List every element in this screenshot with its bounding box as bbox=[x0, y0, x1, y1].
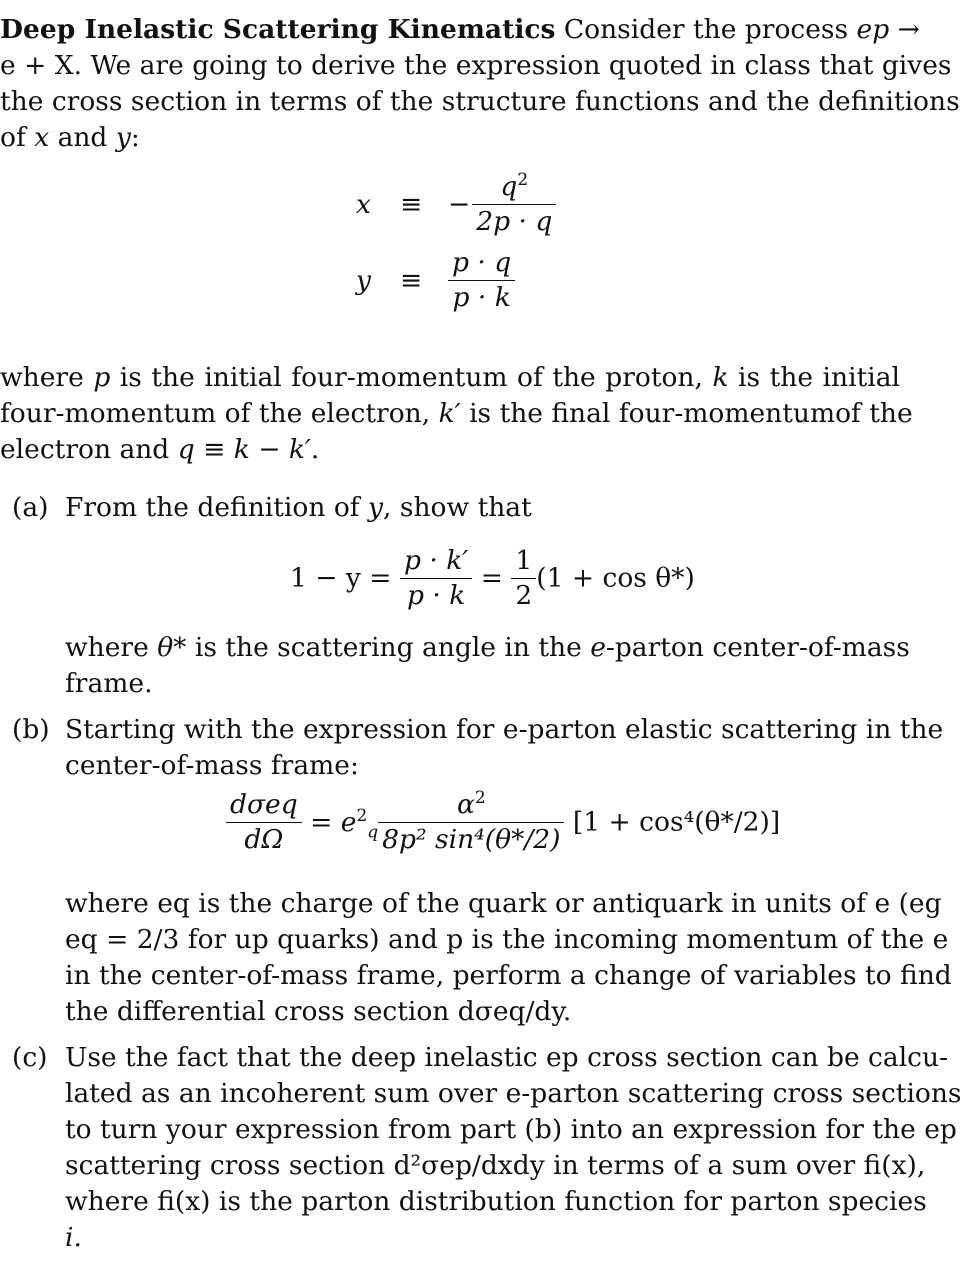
part-c-line-6: i. bbox=[65, 1222, 82, 1253]
where-line-1: where p is the initial four-momentum of the proton, k is the initial bbox=[0, 362, 900, 393]
intro-line-1: Deep Inelastic Scattering Kinematics Consider the process ep → bbox=[0, 14, 920, 45]
part-a-eq-rhs: (1 + cos θ*) bbox=[536, 562, 695, 594]
part-b-eq-charge: = $e^2_q$ bbox=[310, 805, 379, 842]
part-b-where-line-4: the differential cross section dσeq/dy. bbox=[65, 996, 572, 1027]
where-paragraph bbox=[0, 360, 913, 468]
part-b-eq-rhs-fraction: $\frac{\alpha^2}{\text{8p² sin⁴(θ*/2)}}$ bbox=[378, 788, 564, 857]
y-lhs: y bbox=[356, 264, 371, 296]
problem-title: Deep Inelastic Scattering Kinematics bbox=[0, 14, 556, 45]
part-a-eq-half: $\frac{1}{2}$ bbox=[511, 544, 536, 613]
part-c-line-2: lated as an incoherent sum over e-parton scattering cross sections bbox=[65, 1078, 962, 1109]
intro-paragraph bbox=[0, 12, 960, 156]
part-a-where-line-1: where θ* is the scattering angle in the e-parton center-of-mass bbox=[65, 632, 910, 663]
part-b-where-line-1: where eq is the charge of the quark or antiquark in units of e (eg bbox=[65, 888, 942, 919]
part-c-line-3: to turn your expression from part (b) into an expression for the ep bbox=[65, 1114, 957, 1145]
y-fraction: $\frac{p \cdot q}{p \cdot k}$ bbox=[448, 246, 515, 315]
part-b-where-line-2: eq = 2/3 for up quarks) and p is the incoming momentum of the e bbox=[65, 924, 949, 955]
x-minus: − bbox=[448, 188, 471, 220]
x-lhs: x bbox=[356, 188, 371, 220]
part-a-where-line-2: frame. bbox=[65, 668, 153, 699]
part-b-line-2: center-of-mass frame: bbox=[65, 750, 359, 781]
where-line-2: four-momentum of the electron, k′ is the final four-momentumof the bbox=[0, 398, 913, 429]
x-equiv: ≡ bbox=[400, 188, 423, 220]
part-a-eq-equals: = bbox=[480, 562, 503, 594]
intro-line-3: the cross section in terms of the structure functions and the definitions bbox=[0, 86, 960, 117]
part-a-equation bbox=[290, 544, 695, 613]
part-c-line-1: Use the fact that the deep inelastic ep cross section can be calcu- bbox=[65, 1042, 949, 1073]
part-a-eq-lhs: 1 − y = bbox=[290, 562, 392, 594]
part-c-label: (c) bbox=[12, 1042, 48, 1073]
part-b-label: (b) bbox=[12, 714, 50, 745]
part-a-label: (a) bbox=[12, 492, 49, 523]
intro-line-2: e + X. We are going to derive the expression quoted in class that gives bbox=[0, 50, 952, 81]
part-b-equation bbox=[226, 788, 780, 857]
part-b-where-line-3: in the center-of-mass frame, perform a change of variables to find bbox=[65, 960, 952, 991]
intro-line-4: of x and y: bbox=[0, 122, 140, 153]
where-line-3: electron and q ≡ k − k′. bbox=[0, 434, 320, 465]
part-a-text: From the definition of y, show that bbox=[65, 492, 532, 523]
x-definition bbox=[356, 170, 556, 239]
part-b-eq-lhs-fraction: $\frac{\text{dσeq}}{d\Omega}$ bbox=[226, 788, 302, 857]
part-b-line-1: Starting with the expression for e-parton elastic scattering in the bbox=[65, 714, 944, 745]
y-equiv: ≡ bbox=[400, 264, 423, 296]
part-c-line-5: where fi(x) is the parton distribution function for parton species bbox=[65, 1186, 927, 1217]
part-a-eq-fraction: $\frac{p \cdot k'}{p \cdot k}$ bbox=[400, 544, 472, 613]
part-c-line-4: scattering cross section d²σep/dxdy in terms of a sum over fi(x), bbox=[65, 1150, 926, 1181]
y-definition bbox=[356, 246, 515, 315]
part-b-eq-bracket: [1 + cos⁴(θ*/2)] bbox=[572, 806, 781, 838]
x-fraction: $\frac{q^2}{2p \cdot q}$ bbox=[472, 170, 556, 239]
